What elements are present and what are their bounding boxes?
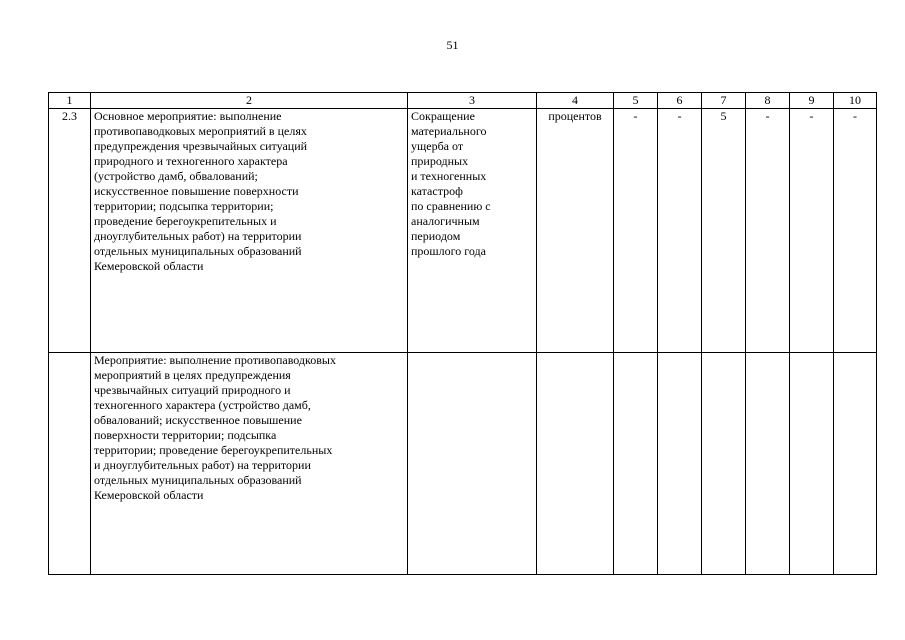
header-cell-6: 6 [658, 93, 702, 109]
indicator-cell: Сокращение материального ущерба от природных и техногенных катастроф по сравнению с аналогичным периодом прошлого года [408, 109, 537, 353]
header-cell-5: 5 [614, 93, 658, 109]
value-cell-7: 5 [702, 109, 746, 353]
activity-name-cell: Мероприятие: выполнение противопаводковых мероприятий в целях предупреждения чрезвычайных ситуаций природного и техногенного характера (устройство дамб, обвалований; искусственное повышение поверхности территории; подсыпка территории; проведение берегоукрепительных и дноуглубительных работ) на территории отдельных муниципальных образований Кемеровской области [91, 353, 408, 575]
unit-cell [537, 353, 614, 575]
indicator-cell [408, 353, 537, 575]
program-table [48, 92, 877, 575]
value-cell-9: - [790, 109, 834, 353]
row-number-cell [49, 353, 91, 575]
value-cell-6: - [658, 109, 702, 353]
unit-cell: процентов [537, 109, 614, 353]
value-cell-7 [702, 353, 746, 575]
header-cell-2: 2 [91, 93, 408, 109]
value-cell-5 [614, 353, 658, 575]
header-cell-3: 3 [408, 93, 537, 109]
activity-name-cell: Основное мероприятие: выполнение противопаводковых мероприятий в целях предупреждения чрезвычайных ситуаций природного и техногенного характера (устройство дамб, обвалований; искусственное повышение поверхности территории; подсыпка территории; проведение берегоукрепительных и дноуглубительных работ) на территории отдельных муниципальных образований Кемеровской области [91, 109, 408, 353]
header-cell-9: 9 [790, 93, 834, 109]
header-row [49, 93, 877, 109]
header-cell-10: 10 [834, 93, 877, 109]
value-cell-6 [658, 353, 702, 575]
value-cell-10: - [834, 109, 877, 353]
table-row [49, 109, 877, 353]
table-row [49, 353, 877, 575]
header-cell-1: 1 [49, 93, 91, 109]
header-cell-7: 7 [702, 93, 746, 109]
value-cell-8 [746, 353, 790, 575]
page-number: 51 [446, 38, 459, 52]
value-cell-8: - [746, 109, 790, 353]
header-cell-8: 8 [746, 93, 790, 109]
value-cell-5: - [614, 109, 658, 353]
header-cell-4: 4 [537, 93, 614, 109]
row-number-cell: 2.3 [49, 109, 91, 353]
value-cell-9 [790, 353, 834, 575]
value-cell-10 [834, 353, 877, 575]
